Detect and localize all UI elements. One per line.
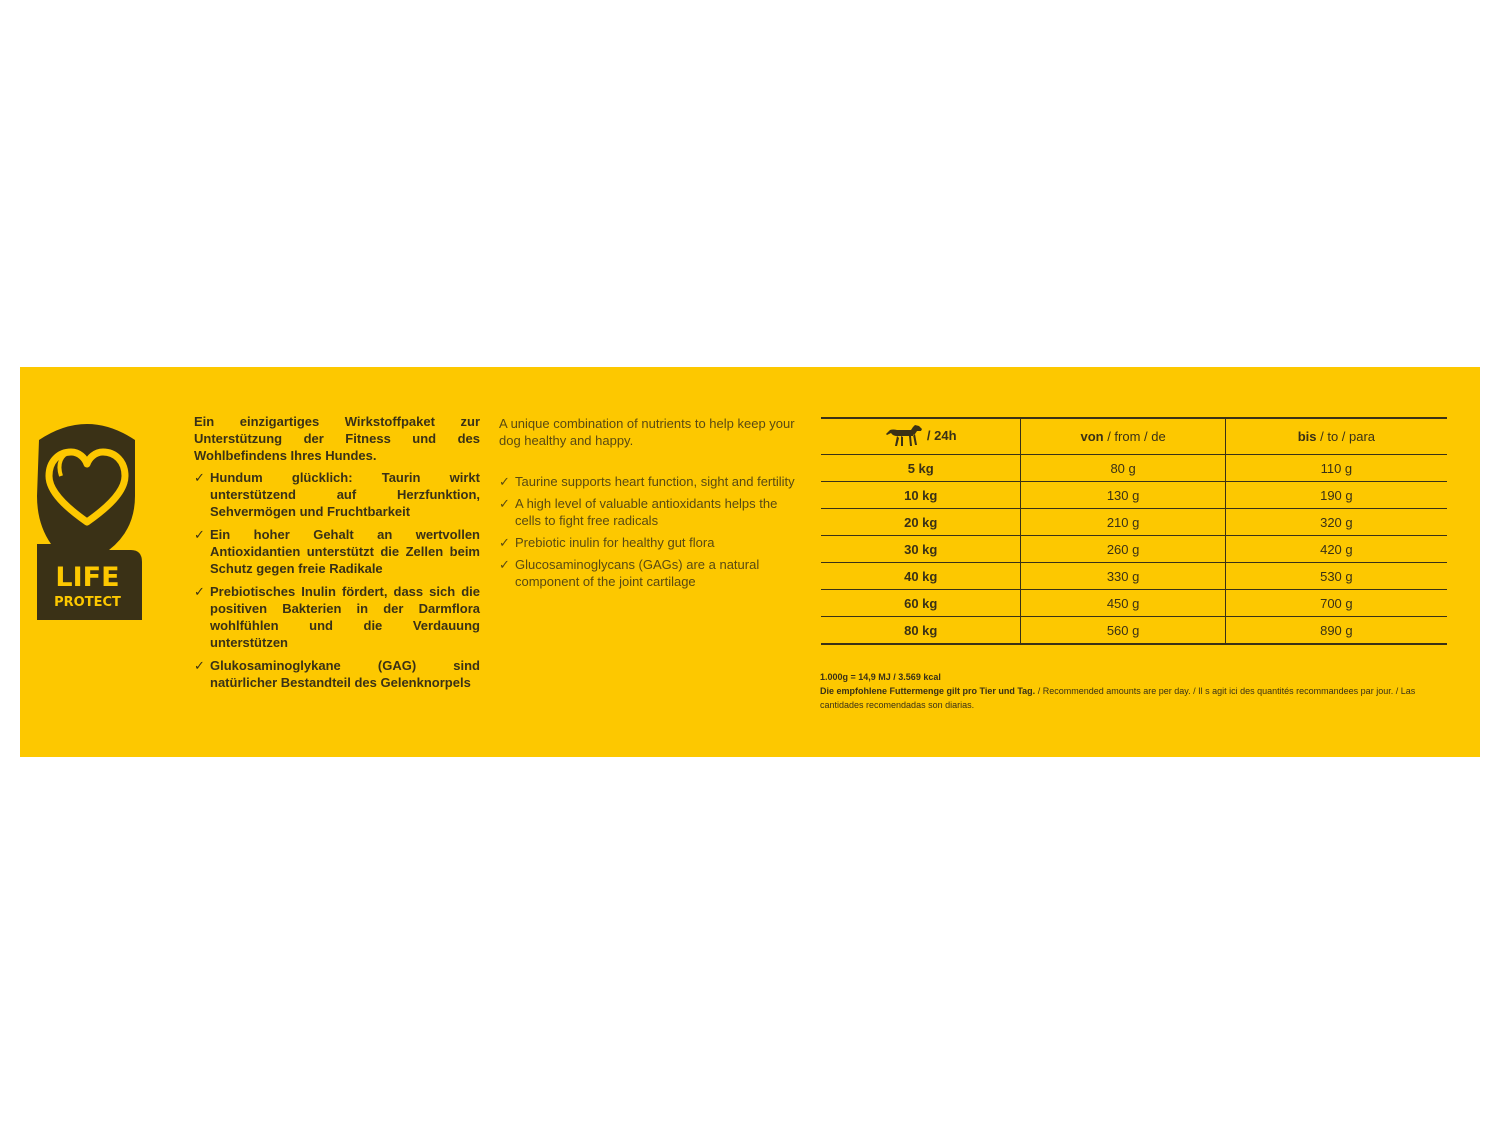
to-cell: 110 g (1225, 455, 1447, 482)
badge-life-text: LIFE (55, 562, 120, 593)
english-description (499, 415, 795, 595)
feeding-table-header (821, 418, 1447, 455)
check-icon: ✓ (499, 496, 510, 511)
german-benefit-text: Glukosaminoglykane (GAG) sind natürlicher Bestandteil des Gelenknorpels (210, 658, 480, 690)
to-cell: 890 g (1225, 617, 1447, 645)
check-icon: ✓ (194, 470, 205, 485)
from-cell: 450 g (1021, 590, 1225, 617)
check-icon: ✓ (499, 474, 510, 489)
badge-protect-text: PROTECT (54, 595, 121, 610)
to-cell: 420 g (1225, 536, 1447, 563)
weight-cell: 30 kg (821, 536, 1021, 563)
header-from (1021, 418, 1225, 455)
check-icon: ✓ (194, 658, 205, 673)
header-from-bold: von (1080, 429, 1104, 444)
german-benefit-item (194, 469, 480, 520)
german-intro: Ein einzigartiges Wirkstoffpaket zur Unterstützung der Fitness und des Wohlbefindens Ihres Hundes. (194, 414, 480, 463)
weight-cell: 10 kg (821, 482, 1021, 509)
table-row (821, 617, 1447, 645)
to-cell: 320 g (1225, 509, 1447, 536)
header-to-rest: / to / para (1316, 429, 1376, 444)
header-to (1225, 418, 1447, 455)
weight-cell: 60 kg (821, 590, 1021, 617)
table-row (821, 482, 1447, 509)
feeding-info-panel (20, 367, 1480, 757)
weight-cell: 40 kg (821, 563, 1021, 590)
from-cell: 80 g (1021, 455, 1225, 482)
english-intro: A unique combination of nutrients to help keep your dog healthy and happy. (499, 416, 795, 448)
recommendation-note (820, 684, 1450, 712)
weight-cell: 5 kg (821, 455, 1021, 482)
table-row (821, 455, 1447, 482)
english-benefit-item (499, 495, 795, 529)
recommendation-note-bold: Die empfohlene Futtermenge gilt pro Tier und Tag. (820, 686, 1036, 696)
weight-cell: 20 kg (821, 509, 1021, 536)
english-benefit-item (499, 473, 795, 490)
english-benefit-text: Prebiotic inulin for healthy gut flora (515, 535, 715, 550)
energy-value: 1.000g = 14,9 MJ / 3.569 kcal (820, 672, 941, 682)
dog-icon (885, 423, 923, 447)
weight-cell: 80 kg (821, 617, 1021, 645)
german-description (194, 413, 480, 697)
table-row (821, 563, 1447, 590)
english-benefit-text: A high level of valuable antioxidants helps the cells to fight free radicals (515, 496, 778, 528)
check-icon: ✓ (499, 535, 510, 550)
feeding-footnote (820, 670, 1450, 712)
to-cell: 700 g (1225, 590, 1447, 617)
check-icon: ✓ (499, 557, 510, 572)
from-cell: 130 g (1021, 482, 1225, 509)
table-row (821, 590, 1447, 617)
header-to-bold: bis (1297, 429, 1317, 444)
check-icon: ✓ (194, 584, 205, 599)
from-cell: 210 g (1021, 509, 1225, 536)
table-row (821, 509, 1447, 536)
english-benefit-item (499, 556, 795, 590)
life-protect-badge (31, 414, 144, 624)
german-benefit-item (194, 583, 480, 651)
to-cell: 190 g (1225, 482, 1447, 509)
german-benefit-list (194, 469, 480, 691)
to-cell: 530 g (1225, 563, 1447, 590)
german-benefit-item (194, 526, 480, 577)
english-benefit-item (499, 534, 795, 551)
table-row (821, 536, 1447, 563)
header-weight-label: / 24h (926, 427, 957, 443)
english-benefit-text: Taurine supports heart function, sight and fertility (515, 474, 795, 489)
english-benefit-list (499, 473, 795, 590)
check-icon: ✓ (194, 527, 205, 542)
from-cell: 260 g (1021, 536, 1225, 563)
from-cell: 330 g (1021, 563, 1225, 590)
german-benefit-text: Prebiotisches Inulin fördert, dass sich die positiven Bakterien in der Darmflora wohlfühlen und die Verdauung unterstützen (210, 584, 480, 650)
from-cell: 560 g (1021, 617, 1225, 645)
german-benefit-text: Hundum glücklich: Taurin wirkt unterstützend auf Herzfunktion, Sehvermögen und Fruchtbarkeit (210, 470, 480, 519)
header-from-rest: / from / de (1103, 429, 1166, 444)
header-weight (821, 418, 1021, 455)
german-benefit-text: Ein hoher Gehalt an wertvollen Antioxidantien unterstützt die Zellen beim Schutz gegen freie Radikale (210, 527, 480, 576)
german-benefit-item (194, 657, 480, 691)
recommendation-note-rest: / Recommended amounts are per day. / Il s agit ici des quantités recommandees par jour. / Las cantidades recomendadas son diarias. (820, 686, 1416, 710)
feeding-table (821, 417, 1447, 645)
english-benefit-text: Glucosaminoglycans (GAGs) are a natural component of the joint cartilage (515, 557, 760, 589)
